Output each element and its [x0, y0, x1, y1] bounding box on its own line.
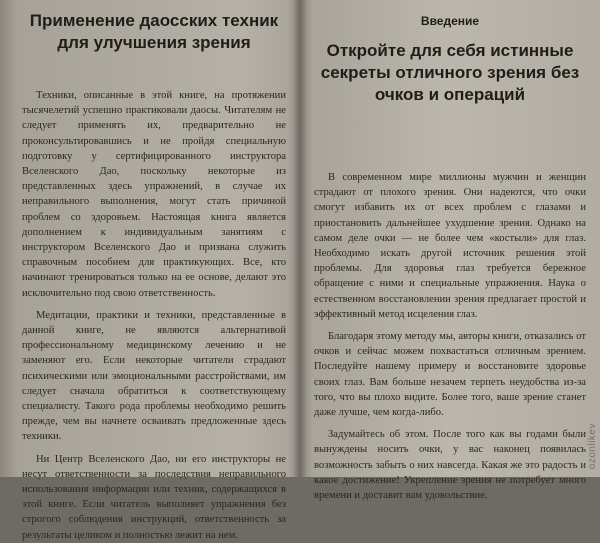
- left-page: [0, 0, 300, 541]
- left-paragraph: Медитации, практики и техники, представленные в данной книге, не являются альтернативой профессиональному медицинскому лечению и не заменяют его. Если некоторые читатели страдают психическими или эмоциональными расстройствами, им следует сначала обратиться к соответствующему специалисту. Такого рода проблемы необходимо решить прежде, чем вы начнете осваивать предложенные здесь техники.: [22, 309, 286, 443]
- right-paragraph: Задумайтесь об этом. После того как вы годами были вынуждены носить очки, у вас наконец появилась возможность забыть о них навсегда. Какая же это радость и какое достижение! Укрепление зрения не потребует много времени и доставит вам удовольствие.: [314, 429, 586, 502]
- left-paragraph: Техники, описанные в этой книге, на протяжении тысячелетий успешно практиковали даосы. Читателям не следует применять их, предварительно не проконсультировавшись и не пройдя специальную подготовку у сертифицированного инструктора Вселенского Дао, поскольку некоторые из представленных здесь упражнений, в случае их неправильного выполнения, могут стать причиной проблем со здоровьем. Настоящая книга является дополнением к индивидуальным занятиям с инструктором Вселенского Дао и призвана служить справочным пособием для практикующих. Все, кто начинают тренироваться только на ее основе, делают это исключительно под свою ответственность.: [22, 90, 286, 299]
- watermark: ozonlikev: [587, 422, 598, 469]
- right-page: [300, 0, 600, 502]
- right-page-title: Откройте для себя истинные секреты отличного зрения без очков и операций: [320, 41, 580, 104]
- running-head: Введение: [420, 14, 480, 28]
- right-paragraph: В современном мире миллионы мужчин и женщин страдают от плохого зрения. Они надеются, что очки смогут избавить их от всех проблем с глазами и приостановить дальнейшее ухудшение зрения. Однако на самом деле очки — не более чем «костыли» для глаз. Необходимо искать другой источник решения этой проблемы. Для здоровья глаз требуется бережное обращение с ними и специальные упражнения. Наука о естественном восстановлении зрения предлагает простой и эффективный метод исцеления глаз.: [314, 172, 586, 320]
- right-paragraph: Благодаря этому методу мы, авторы книги, отказались от очков и сейчас можем похвастаться отличным зрением. Последуйте нашему примеру и восстановите здоровье своих глаз. Вам больше незачем терпеть неудобства из-за того, что вы плохо видите. Более того, ваше зрение станет даже лучше, чем когда-либо.: [314, 331, 586, 419]
- left-paragraph: Ни Центр Вселенского Дао, ни его инструкторы не несут ответственности за последствия неправильного использования информации или техник, содержащихся в этой книге. Если читатель выполняет упражнения без строгого соблюдения инструкций, ответственность за результаты целиком и полностью лежит на нем.: [22, 453, 286, 541]
- left-page-title: Применение даосских техник для улучшения зрения: [29, 11, 279, 52]
